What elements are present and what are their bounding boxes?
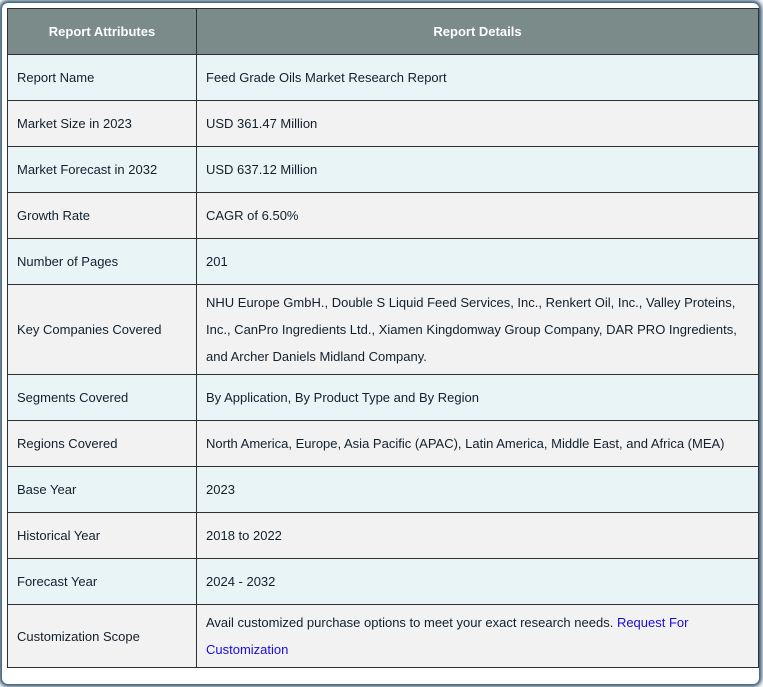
table-row — [8, 513, 759, 559]
detail-cell: USD 637.12 Million — [197, 147, 759, 193]
detail-cell: 2024 - 2032 — [197, 559, 759, 605]
report-attributes-table — [7, 8, 759, 668]
table-row — [8, 239, 759, 285]
detail-cell: 2018 to 2022 — [197, 513, 759, 559]
table-row — [8, 193, 759, 239]
table-row — [8, 559, 759, 605]
customization-text: Avail customized purchase options to meet your exact research needs. — [206, 615, 614, 630]
detail-cell: CAGR of 6.50% — [197, 193, 759, 239]
detail-cell: North America, Europe, Asia Pacific (APAC), Latin America, Middle East, and Africa (MEA) — [197, 421, 759, 467]
header-report-attributes: Report Attributes — [8, 9, 197, 55]
table-row — [8, 285, 759, 375]
attribute-cell: Regions Covered — [8, 421, 197, 467]
detail-cell: 201 — [197, 239, 759, 285]
table-row — [8, 605, 759, 668]
attribute-cell: Customization Scope — [8, 605, 197, 668]
table-row — [8, 421, 759, 467]
attribute-cell: Growth Rate — [8, 193, 197, 239]
table-row — [8, 147, 759, 193]
report-table-frame — [2, 3, 759, 684]
attribute-cell: Key Companies Covered — [8, 285, 197, 375]
attribute-cell: Historical Year — [8, 513, 197, 559]
attribute-cell: Forecast Year — [8, 559, 197, 605]
request-customization-link[interactable]: Request For Customization — [206, 615, 689, 657]
attribute-cell: Report Name — [8, 55, 197, 101]
detail-cell: By Application, By Product Type and By Region — [197, 375, 759, 421]
table-row — [8, 467, 759, 513]
table-row — [8, 375, 759, 421]
attribute-cell: Base Year — [8, 467, 197, 513]
attribute-cell: Number of Pages — [8, 239, 197, 285]
detail-cell: 2023 — [197, 467, 759, 513]
attribute-cell: Market Forecast in 2032 — [8, 147, 197, 193]
header-report-details: Report Details — [197, 9, 759, 55]
attribute-cell: Segments Covered — [8, 375, 197, 421]
detail-cell — [197, 605, 759, 668]
detail-cell: USD 361.47 Million — [197, 101, 759, 147]
attribute-cell: Market Size in 2023 — [8, 101, 197, 147]
table-row — [8, 101, 759, 147]
table-header-row — [8, 9, 759, 55]
detail-cell: NHU Europe GmbH., Double S Liquid Feed Services, Inc., Renkert Oil, Inc., Valley Proteins, Inc., CanPro Ingredients Ltd., Xiamen Kingdomway Group Company, DAR PRO Ingredients, and Archer Daniels Midland Company. — [197, 285, 759, 375]
table-row — [8, 55, 759, 101]
detail-cell: Feed Grade Oils Market Research Report — [197, 55, 759, 101]
